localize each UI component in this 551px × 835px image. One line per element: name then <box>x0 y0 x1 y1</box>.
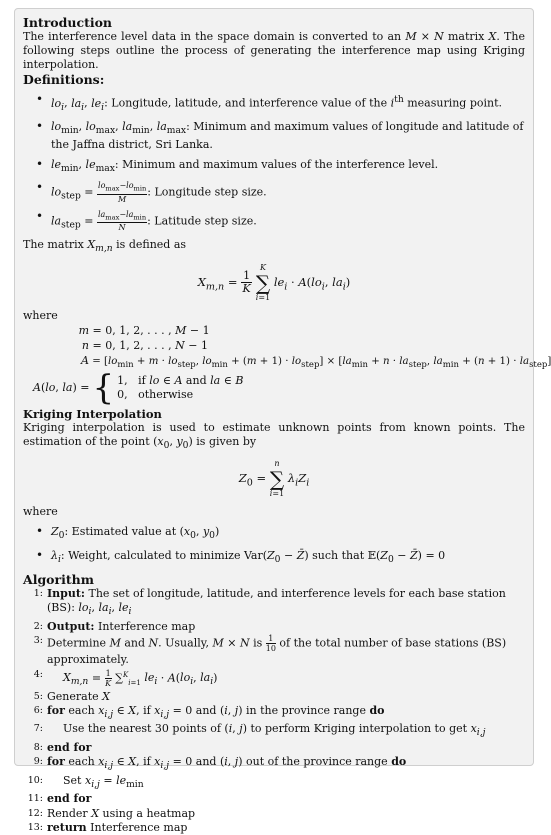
algorithm-heading: Algorithm <box>23 572 94 588</box>
intro-text: The interference level data in the space domain is converted to an M × N matrix X. The following steps outline the process of generating the interference map using Kriging interpolation. <box>23 30 525 71</box>
def-a: $A = [lo_{min} + m \cdot lo_{step}$, $lo_{min} + (m + 1) \cdot lo_{step}] \times [la_{min} + n \cdot la_{step}$, $la_{min} + (n + 1) \cdot la_{step}$] <box>81 353 551 370</box>
algo-line: 7: Use the nearest 30 points of (i, j) to perform Kriging interpolation to get $x_{i,j}$ <box>33 722 486 739</box>
algo-line: 3: Determine M and N. Usually, M × N is $\frac{1}{10}$ of the total number of base stations (BS) approximately. <box>33 634 507 667</box>
algo-line: 8: end for <box>33 740 92 754</box>
definitions-list <box>23 93 525 232</box>
definition-item: • $lo_{step}$ = $\frac{lo_{max}-lo_{min}}{M}$: Longitude step size. <box>23 181 525 204</box>
algorithm-block <box>23 587 525 835</box>
kriging-heading: Kriging Interpolation <box>23 406 162 421</box>
algo-line: 4: $X_{m,n}$ = $\frac{1}{K} \sum^K_{i=1}$ $le_i \cdot A(lo_i$, $la_i$) <box>33 668 218 688</box>
kriging-list <box>23 525 525 566</box>
definitions-heading: Definitions: <box>23 72 105 87</box>
def-m: m = 0, 1, 2, . . . , M − 1 <box>78 323 210 337</box>
kriging-where: where <box>23 504 58 518</box>
definition-item: • $le_{min}$, $le_{max}$: Minimum and maximum values of the interference level. <box>23 158 525 176</box>
algo-line: 6: for each $x_{i,j}$ ∈ X, if $x_{i,j} = 0$ and (i, j) in the province range do <box>33 704 385 721</box>
matrix-equation: $X_{m,n}$ = $\frac{1}{K}$ K ∑ i=1 $le_i \cdot A(lo_i$, $la_i$) <box>197 262 351 302</box>
algo-line: 1: Input: The set of longitude, latitude, and interference levels for each base station (BS): $lo_i$, $la_i$, $le_i$ <box>33 587 506 618</box>
definition-item: • $lo_i$, $la_i$, $le_i$: Longitude, latitude, and interference value of the $i^{th}$ measuring point. <box>23 93 525 114</box>
indicator-function: A(lo, la) = { 1, if lo ∈ A and la ∈ B 0, otherwise <box>33 367 244 408</box>
algo-line: 11: end for <box>27 792 92 806</box>
algo-line: 5: Generate X <box>33 689 110 703</box>
document-panel <box>14 8 551 834</box>
algo-line: 12: Render X using a heatmap <box>27 806 196 820</box>
matrix-intro: The matrix $X_{m,n}$ is defined as <box>23 238 187 255</box>
kriging-item: • $Z_0$: Estimated value at ($x_0$, $y_0$) <box>23 525 525 543</box>
algo-line: 10: Set $x_{i,j} = le_{min}$ <box>27 773 144 790</box>
intro-heading: Introduction <box>23 15 113 30</box>
matrix-definitions <box>59 323 551 373</box>
algo-line: 2: Output: Interference map <box>33 619 196 633</box>
algo-line: 13: return Interference map <box>27 820 188 834</box>
algo-line: 9: for each $x_{i,j}$ ∈ X, if $x_{i,j} = 0$ and (i, j) out of the province range do <box>33 755 407 772</box>
kriging-item: • $\lambda_i$: Weight, calculated to minimize $Var(Z_0$ − Z̄) such that $𝔼(Z_0$ − Z̄) = 0 <box>23 549 525 567</box>
definition-item: • $lo_{min}$, $lo_{max}$, $la_{min}$, $la_{max}$: Minimum and maximum values of longitude and latitude of the Jaffna district, Sri Lanka. <box>23 120 525 151</box>
kriging-equation: $Z_0$ = n ∑ i=1 $\lambda_iZ_i$ <box>238 458 310 498</box>
kriging-text: Kriging interpolation is used to estimate unknown points from known points. The estimation of the point ($x_0$, $y_0$) is given by <box>23 420 525 451</box>
def-n: n = 0, 1, 2, . . . , N − 1 <box>81 338 209 352</box>
where-label: where <box>23 308 58 322</box>
definition-item: • $la_{step}$ = $\frac{la_{max}-la_{min}}{N}$: Latitude step size. <box>23 210 525 233</box>
